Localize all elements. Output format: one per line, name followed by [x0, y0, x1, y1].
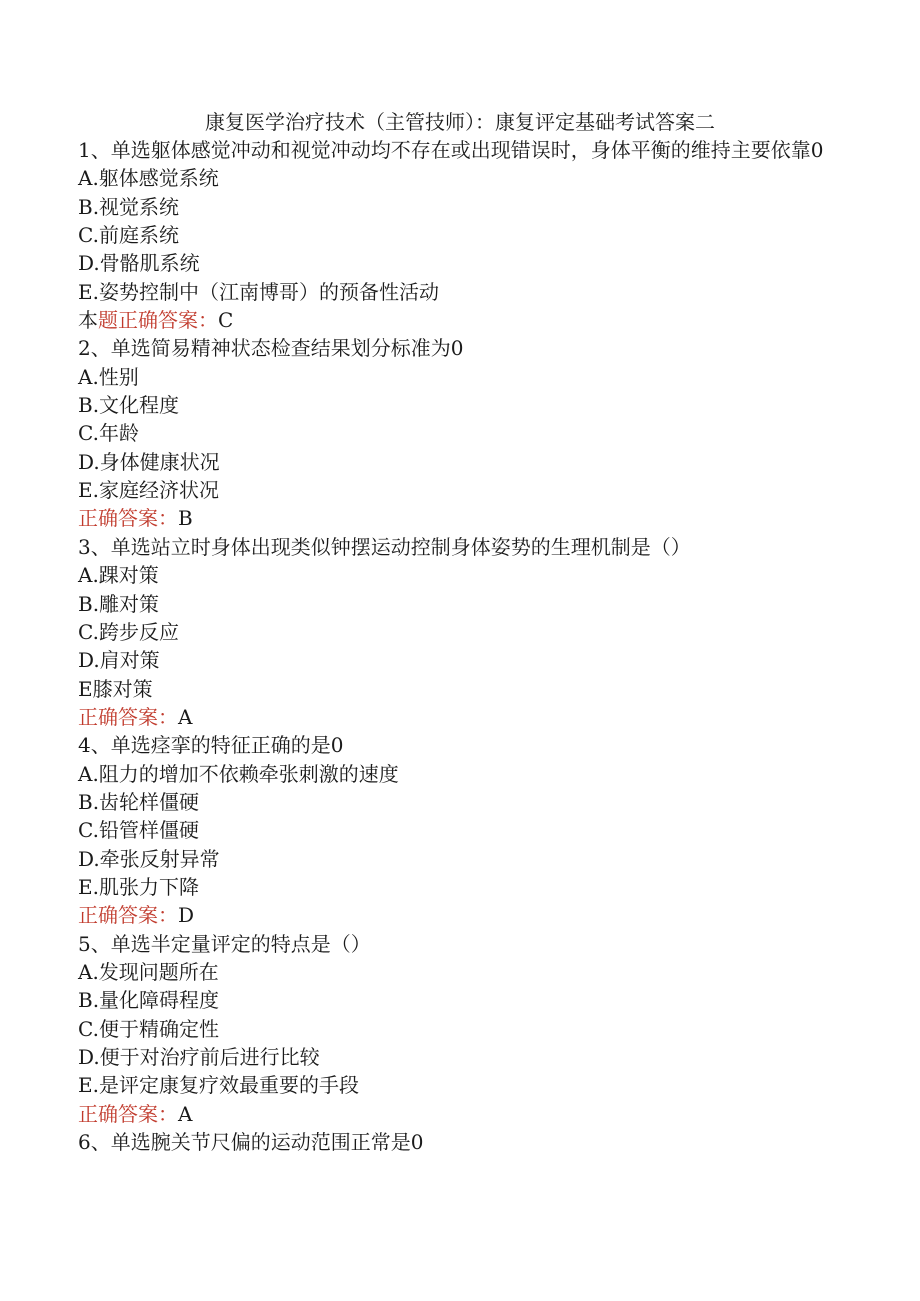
question-5-option-c: C.便于精确定性 [78, 1016, 219, 1041]
question-1-option-d: D.骨骼肌系统 [78, 251, 200, 276]
question-4-option-b: B.齿轮样僵硬 [78, 789, 200, 814]
question-3-option-c: C.跨步反应 [78, 619, 179, 644]
question-4-option-e: E.肌张力下降 [78, 874, 199, 899]
question-3-answer [78, 703, 838, 731]
question-3-stem: 3、单选站立时身体出现类似钟摆运动控制身体姿势的生理机制是（） [78, 534, 691, 559]
question-2-option-e: E.家庭经济状况 [78, 478, 219, 503]
question-3-option-b: B.雕对策 [78, 591, 160, 616]
question-list [78, 136, 838, 1156]
question-5-answer-label: 正确答案： [78, 1101, 178, 1126]
question-1-option-c: C.前庭系统 [78, 223, 179, 248]
question-1-answer-label: 题正确答案： [98, 308, 218, 333]
question-4-option-a: A.阻力的增加不依赖牵张刺激的速度 [78, 761, 399, 786]
question-4-option-d: D.牵张反射异常 [78, 846, 220, 871]
question-5-stem: 5、单选半定量评定的特点是（） [78, 931, 371, 956]
question-1-option-e: E.姿势控制中（江南博哥）的预备性活动 [78, 279, 439, 304]
question-3-answer-label: 正确答案： [78, 704, 178, 729]
question-3-option-a: A.踝对策 [78, 563, 159, 588]
question-4-answer-value: D [178, 903, 195, 928]
question-2-stem: 2、单选简易精神状态检查结果划分标准为0 [78, 336, 464, 361]
question-5-option-a: A.发现问题所在 [78, 959, 219, 984]
question-4-answer [78, 901, 838, 929]
question-1-answer [78, 306, 838, 334]
question-2-answer [78, 504, 838, 532]
question-2-option-a: A.性别 [78, 364, 139, 389]
question-2-option-c: C.年龄 [78, 421, 139, 446]
question-5-option-e: E.是评定康复疗效最重要的手段 [78, 1073, 359, 1098]
question-5-option-b: B.量化障碍程度 [78, 988, 220, 1013]
question-5-answer-value: A [178, 1101, 193, 1126]
question-6-stem: 6、单选腕关节尺偏的运动范围正常是0 [78, 1130, 424, 1155]
question-3-option-e: E膝对策 [78, 676, 153, 701]
question-2-answer-label: 正确答案： [78, 506, 178, 531]
question-2-answer-value: B [178, 506, 193, 531]
question-1-option-a: A.躯体感觉系统 [78, 166, 219, 191]
question-3-answer-value: A [178, 704, 193, 729]
question-3-option-d: D.肩对策 [78, 648, 160, 673]
question-1-option-b: B.视觉系统 [78, 194, 180, 219]
question-5-option-d: D.便于对治疗前后进行比较 [78, 1045, 320, 1069]
question-4-answer-label: 正确答案： [78, 903, 178, 928]
question-4-option-c: C.铅管样僵硬 [78, 818, 199, 843]
question-1-stem: 1、单选躯体感觉冲动和视觉冲动均不存在或出现错误时，身体平衡的维持主要依靠0 [78, 138, 824, 162]
document-title: 康复医学治疗技术（主管技师）：康复评定基础考试答案二 [205, 110, 715, 134]
question-2-option-d: D.身体健康状况 [78, 449, 220, 474]
question-1-answer-prefix: 本 [78, 308, 98, 333]
question-1-answer-value: C [218, 308, 234, 333]
question-4-stem: 4、单选痉挛的特征正确的是0 [78, 733, 344, 758]
question-2-option-b: B.文化程度 [78, 393, 180, 418]
question-5-answer [78, 1100, 838, 1128]
